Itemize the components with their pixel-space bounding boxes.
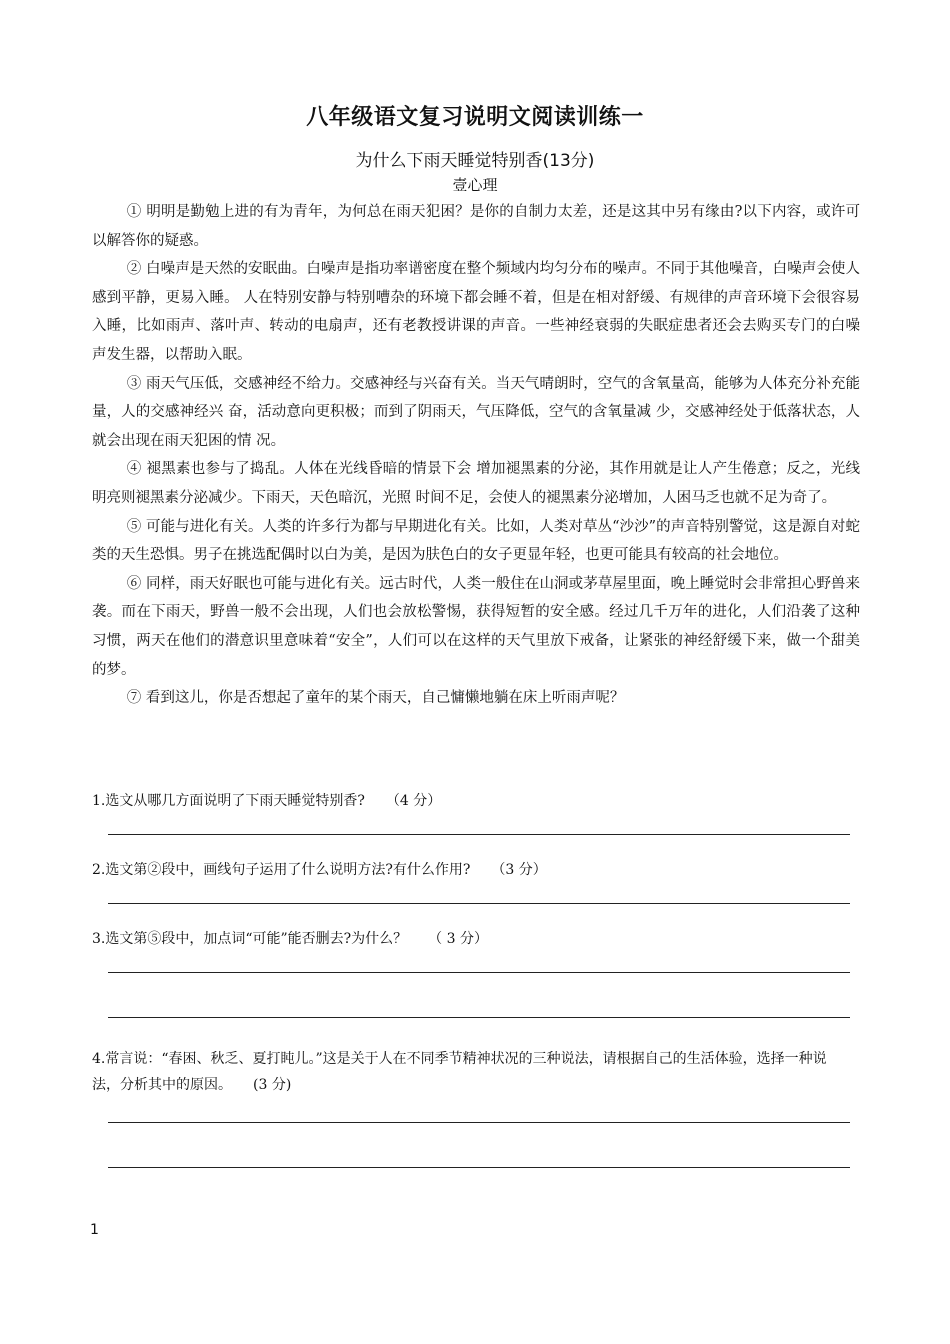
article-title: 为什么下雨天睡觉特别香(13分) bbox=[355, 151, 595, 171]
question-section bbox=[92, 788, 852, 1168]
question-3-text: 3.选文第⑤段中，加点词“可能”能否删去?为什么？ （ 3 分） bbox=[92, 931, 488, 947]
answer-line[interactable] bbox=[108, 834, 850, 835]
paragraph-2: ② 白噪声是天然的安眠曲。白噪声是指功率谱密度在整个频域内均匀分布的噪声。不同于其他噪音，白噪声会使人感到平静，更易入睡。 人在特别安静与特别嘈杂的环境下都会睡不着，但是在相对舒缓、有规律的声音环境下会很容易入睡，比如雨声、落叶声、转动的电扇声，还有老教授讲课的声音。一些神经衰弱的失眠症患者还会去购买专门的白噪声发生器，以帮助入眠。 bbox=[92, 261, 860, 363]
answer-line[interactable] bbox=[108, 972, 850, 973]
article-source: 壹心理 bbox=[452, 176, 498, 194]
question-1-text: 1.选文从哪几方面说明了下雨天睡觉特别香? （4 分） bbox=[92, 793, 442, 809]
paragraph-5: ⑤ 可能与进化有关。人类的许多行为都与早期进化有关。比如，人类对草丛“沙沙”的声音特别警觉，这是源自对蛇类的天生恐惧。男子在挑选配偶时以白为美，是因为肤色白的女子更显年轻，也更可能具有较高的社会地位。 bbox=[92, 518, 860, 564]
question-2-text: 2.选文第②段中，画线句子运用了什么说明方法?有什么作用? （3 分） bbox=[92, 862, 547, 878]
paragraph-1: ① 明明是勤勉上进的有为青年，为何总在雨天犯困？是你的自制力太差，还是这其中另有缘由?以下内容，或许可以解答你的疑惑。 bbox=[92, 204, 860, 249]
question-4 bbox=[92, 1046, 852, 1168]
answer-line[interactable] bbox=[108, 903, 850, 904]
document-title: 八年级语文复习说明文阅读训练一 bbox=[306, 105, 644, 130]
question-1 bbox=[92, 788, 852, 835]
question-3 bbox=[92, 926, 852, 1018]
paragraph-4: ④ 褪黑素也参与了捣乱。人体在光线昏暗的情景下会 增加褪黑素的分泌，其作用就是让人产生倦意；反之，光线明亮则褪黑素分泌减少。下雨天，天色暗沉，光照 时间不足，会使人的褪黑素分泌增加，人困马乏也就不足为奇了。 bbox=[92, 461, 860, 506]
page-number: 1 bbox=[90, 1222, 99, 1238]
answer-line[interactable] bbox=[108, 1122, 850, 1123]
paragraph-3: ③ 雨天气压低，交感神经不给力。交感神经与兴奋有关。当天气晴朗时，空气的含氧量高，能够为人体充分补充能量，人的交感神经兴 奋，活动意向更积极；而到了阴雨天，气压降低，空气的含氧量减 少，交感神经处于低落状态，人就会出现在雨天犯困的情 况。 bbox=[92, 375, 860, 449]
paragraph-7: ⑦ 看到这儿，你是否想起了童年的某个雨天，自己慵懒地躺在床上听雨声呢？ bbox=[126, 690, 625, 707]
paragraph-6: ⑥ 同样，雨天好眠也可能与进化有关。远古时代，人类一般住在山洞或茅草屋里面，晚上睡觉时会非常担心野兽来袭。而在下雨天，野兽一般不会出现，人们也会放松警惕，获得短暂的安全感。经过几千万年的进化，人们沿袭了这种习惯，两天在他们的潜意识里意味着“安全”，人们可以在这样的天气里放下戒备，让紧张的神经舒缓下来，做一个甜美的梦。 bbox=[92, 575, 860, 678]
answer-line[interactable] bbox=[108, 1167, 850, 1168]
question-4-text: 4.常言说：“春困、秋乏、夏打盹儿。”这是关于人在不同季节精神状况的三种说法，请根据自己的生活体验，选择一种说法，分析其中的原因。 (3 分) bbox=[92, 1051, 827, 1093]
answer-line[interactable] bbox=[108, 1017, 850, 1018]
article-body bbox=[92, 198, 860, 713]
question-2 bbox=[92, 857, 852, 904]
